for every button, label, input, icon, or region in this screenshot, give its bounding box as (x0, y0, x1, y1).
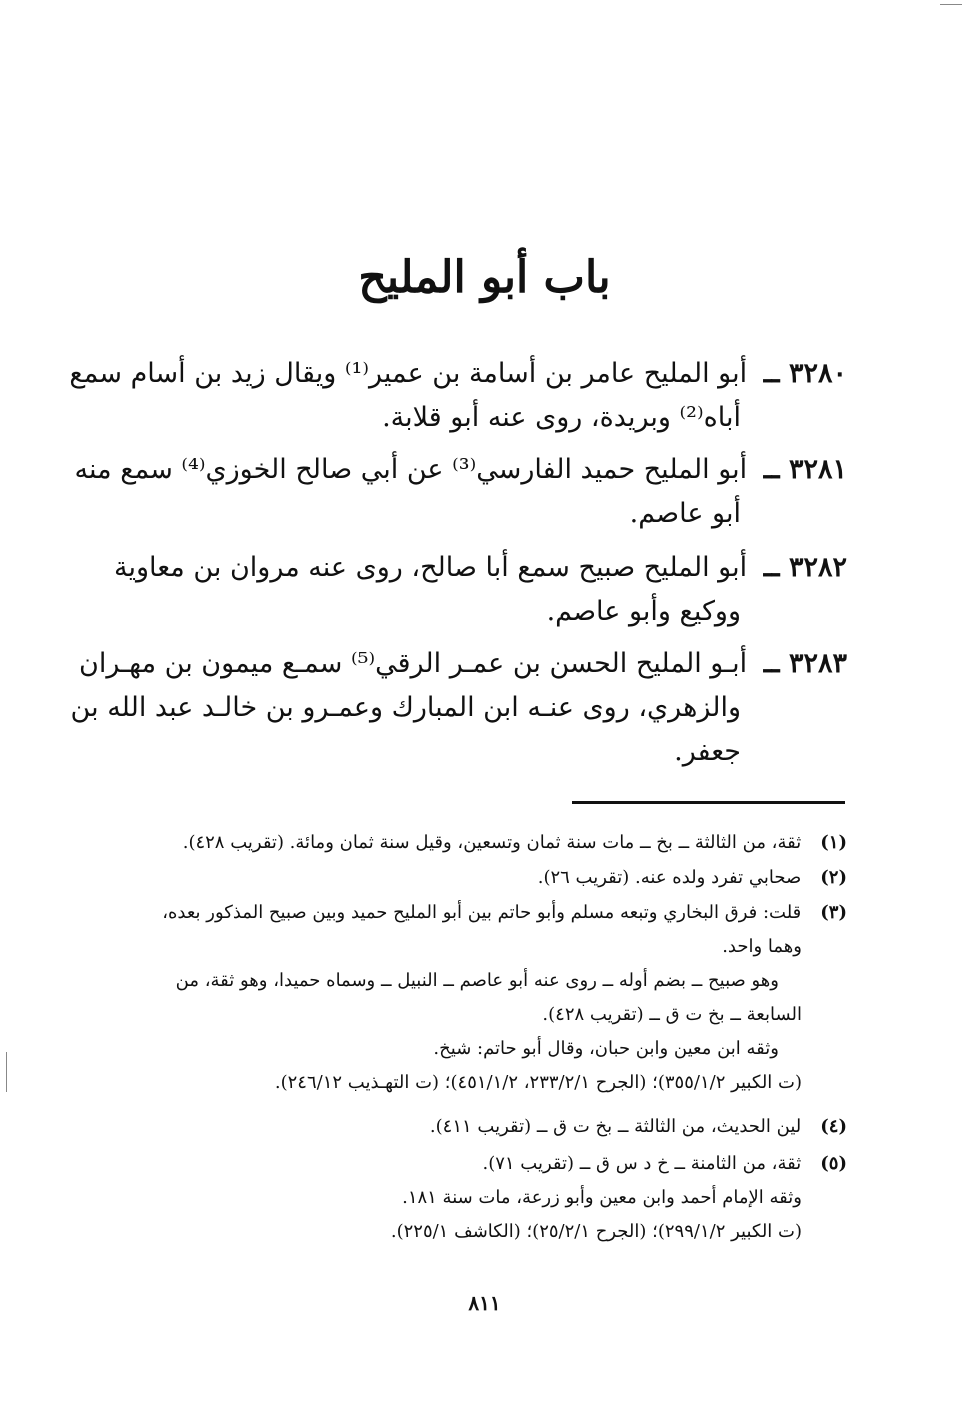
entry-text: أبو عاصم. (629, 498, 741, 529)
footnote-text: (ت الكبير ٣٥٥/١/٢)؛ (الجرح ٢٣٣/٢/١، ٤٥١/١/٢)؛ (ت التهـذيب ٢٤٦/١٢). (274, 1072, 802, 1093)
footnote-text: وثقه الإمام أحمد وابن معين وأبو زرعة، مات سنة ١٨١. (402, 1187, 802, 1208)
entry-text: أباه⁽²⁾ وبريدة، روى عنه أبو قلابة. (382, 402, 741, 433)
entry-text: والزهري، روى عنـه ابن المبارك وعمـرو بن خالـد عبد الله بن (70, 692, 741, 723)
footnote-text: السابعة ــ بخ ت ق ــ (تقريب ٤٢٨). (542, 1004, 802, 1025)
footnote-text: (ت الكبير ٢٩٩/١/٢)؛ (الجرح ٢٥/٢/١)؛ (الكاشف ٢٢٥/١). (390, 1221, 802, 1242)
footnote-4 (157, 1110, 847, 1144)
chapter-title: باب أبو المليح (358, 252, 611, 303)
footnote-separator (572, 801, 845, 804)
footnote-number: (٢) (820, 867, 847, 888)
footnote-text: ثقة، من الثالثة ــ بخ ــ مات سنة ثمان وتسعين، وقيل سنة ثمان ومائة. (تقريب ٤٢٨). (182, 832, 802, 853)
scan-mark (940, 4, 962, 5)
footnote-1 (157, 826, 847, 860)
footnote-text: وهما واحد. (722, 936, 802, 957)
footnote-text: ثقة، من الثامنة ــ خ د س ق ــ (تقريب ٧١). (482, 1153, 802, 1174)
footnote-text: وثقه ابن معين وابن حبان، وقال أبو حاتم: شيخ. (433, 1038, 779, 1059)
footnote-text: صحابي تفرد ولده عنه. (تقريب ٢٦). (537, 867, 802, 888)
footnote-number: (٥) (820, 1153, 847, 1174)
entry-text: أبو المليح عامر بن أسامة بن عمير⁽¹⁾ ويقال زيد بن أسام سمع (69, 358, 748, 389)
page-number: ٨١١ (468, 1291, 501, 1315)
scan-mark (6, 1052, 7, 1092)
entry-3282 (114, 546, 847, 634)
entry-number: ٣٢٨٠ ــ (763, 358, 847, 389)
entry-text: أبـو المليح الحسن بن عمـر الرقي⁽⁵⁾ سمـع ميمون بن مهـران (79, 648, 748, 679)
entry-text: أبو المليح صبيح سمع أبا صالح، روى عنه مروان بن معاوية (114, 552, 748, 583)
entry-3281 (74, 448, 847, 536)
entry-number: ٣٢٨٢ ــ (763, 552, 847, 583)
footnote-text: وهو صبيح ــ بضم أوله ــ روى عنه أبو عاصم ــ النبيل ــ وسماه حميدا، وهو ثقة، من (175, 970, 779, 991)
footnote-text: قلت: فرق البخاري وتبعه مسلم وأبو حاتم بين أبو المليح حميد وبين صبيح المذكور بعده، (162, 902, 802, 923)
entry-text: ووكيع وأبو عاصم. (546, 596, 741, 627)
entry-number: ٣٢٨٣ ــ (763, 648, 847, 679)
entry-3283 (70, 642, 847, 774)
entry-text: أبو المليح حميد الفارسي⁽³⁾ عن أبي صالح الخوزي⁽⁴⁾ سمع منه (74, 454, 748, 485)
footnote-text: لين الحديث، من الثالثة ــ بخ ت ق ــ (تقريب ٤١١). (429, 1116, 802, 1137)
footnote-5 (157, 1147, 847, 1249)
footnote-number: (١) (820, 832, 847, 853)
entry-number: ٣٢٨١ ــ (763, 454, 847, 485)
footnote-3 (157, 896, 847, 1100)
footnote-2 (157, 861, 847, 895)
entry-text: جعفر. (674, 736, 741, 767)
footnote-number: (٣) (820, 902, 847, 923)
footnote-number: (٤) (820, 1116, 847, 1137)
entry-3280 (69, 352, 847, 440)
